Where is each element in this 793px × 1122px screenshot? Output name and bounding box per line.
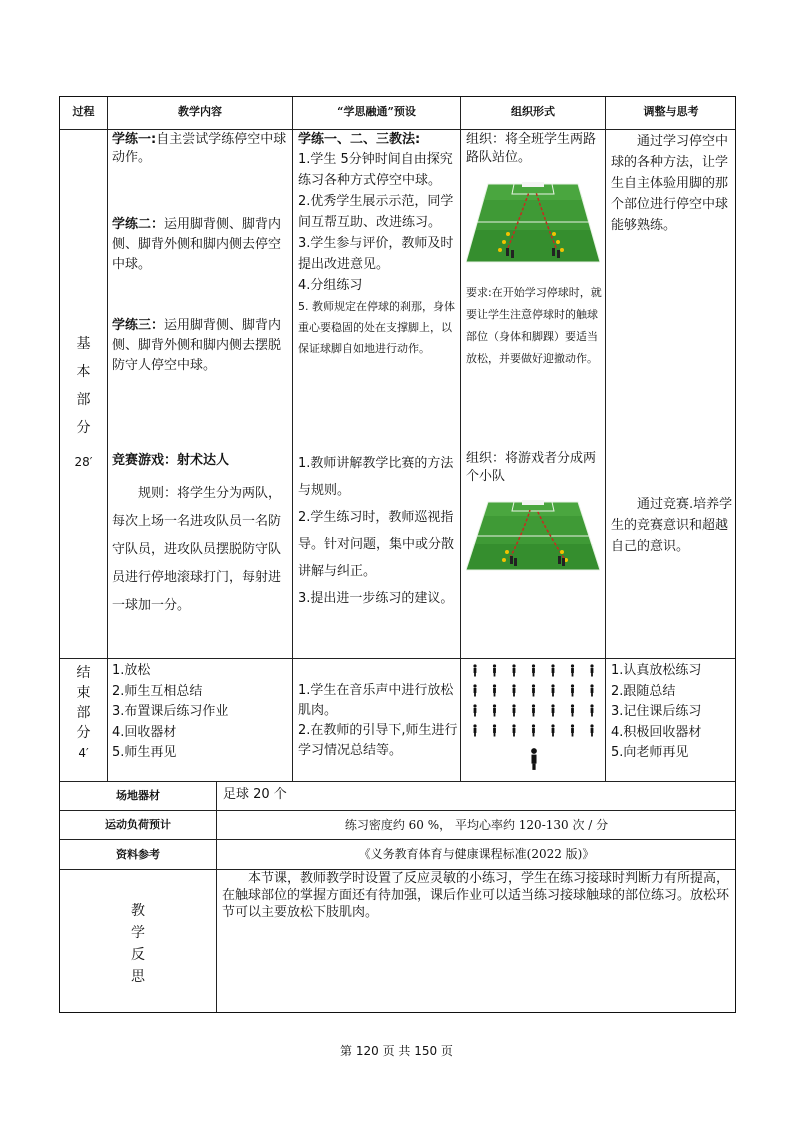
student-figure — [571, 684, 574, 696]
basic-label-char: 本 — [76, 364, 91, 380]
teacher-figure — [531, 748, 537, 770]
end-reflection-item: 4.积极回收器材 — [611, 724, 702, 740]
student-figure — [512, 704, 515, 716]
football-field-figure-2 — [466, 500, 600, 572]
end-content-item: 5.师生再见 — [112, 745, 177, 760]
basic-reflection-cell — [605, 129, 736, 658]
end-content-item: 4.回收器材 — [112, 724, 177, 740]
student-figure — [493, 684, 496, 696]
student-figure — [473, 684, 476, 696]
basic-duration: 28′ — [74, 455, 93, 469]
end-reflection-item: 3.记住课后练习 — [611, 704, 702, 719]
student-figure — [473, 664, 476, 676]
preset-item: 1.学生 5分钟时间自由探究练习各种方式停空中球。 — [298, 152, 453, 188]
student-figure — [493, 724, 496, 736]
practice2-title: 学练二： — [112, 217, 165, 232]
student-figure — [590, 664, 593, 676]
basic-organization-cell — [460, 129, 605, 658]
end-reflection-item: 1.认真放松练习 — [611, 663, 702, 678]
load-value: 练习密度约 60 %， 平均心率约 120-130 次 / 分 — [216, 810, 736, 839]
game-rules: 规则：将学生分为两队，每次上场一名进攻队员一名防守队员，进攻队员摆脱防守队员进行停地滚球打门，每射进一球加一分。 — [112, 486, 282, 613]
reflection-label-char: 反 — [131, 947, 145, 963]
football-field-figure-1 — [466, 182, 600, 264]
student-figure — [512, 664, 515, 676]
end-label-char: 束 — [76, 685, 91, 701]
student-figure — [473, 704, 476, 716]
header-organization: 组织形式 — [460, 96, 605, 129]
basic-section-label — [59, 129, 107, 658]
reflection-2: 通过竞赛.培养学生的竞赛意识和超越自己的意识。 — [611, 497, 733, 554]
end-reflection-item: 2.跟随总结 — [611, 683, 676, 699]
lesson-plan-table — [59, 96, 736, 1013]
end-preset-item: 1.学生在音乐声中进行放松肌肉。 — [298, 683, 454, 718]
teaching-reflection-cell — [216, 869, 736, 1013]
end-preset-cell — [292, 658, 460, 781]
student-figure — [571, 664, 574, 676]
student-figure — [571, 704, 574, 716]
basic-label-char: 分 — [76, 420, 91, 436]
org1-text: 组织：将全班学生两路路队站位。 — [466, 132, 597, 165]
game-preset-item: 3.提出进一步练习的建议。 — [298, 591, 454, 606]
load-label: 运动负荷预计 — [59, 810, 216, 839]
game-preset-item: 1.教师讲解教学比赛的方法与规则。 — [298, 456, 454, 498]
end-content-item: 3.布置课后练习作业 — [112, 704, 229, 719]
practice2-text: 运用脚背侧、脚背内侧、脚背外侧和脚内侧去停空中球。 — [112, 217, 282, 272]
student-figure — [532, 684, 535, 696]
basic-label-char: 基 — [76, 336, 91, 352]
end-label-char: 分 — [76, 725, 91, 741]
basic-label-char: 部 — [76, 392, 91, 408]
practice1-title: 学练一: — [112, 132, 157, 147]
student-figure — [512, 684, 515, 696]
goal — [522, 182, 544, 187]
student-figure — [590, 704, 593, 716]
end-content-item: 2.师生互相总结 — [112, 683, 203, 699]
preset-item: 3.学生参与评价，教师及时提出改进意见。 — [298, 236, 454, 272]
student-figure — [532, 664, 535, 676]
reference-value: 《义务教育体育与健康课程标准(2022 版)》 — [216, 839, 736, 869]
basic-preset-cell — [292, 129, 460, 658]
practice3-title: 学练三： — [112, 318, 165, 333]
reflection-label-char: 教 — [131, 903, 145, 919]
end-duration: 4′ — [78, 746, 89, 760]
student-figure — [551, 704, 554, 716]
reflection-label-char: 思 — [131, 969, 145, 985]
student-figure — [551, 664, 554, 676]
preset-item: 4.分组练习 — [298, 278, 363, 293]
preset-item: 2.优秀学生展示示范，同学间互帮互助、改进练习。 — [298, 194, 454, 230]
end-label-char: 部 — [76, 705, 91, 721]
header-adjustment: 调整与思考 — [605, 96, 736, 129]
student-figure — [512, 724, 515, 736]
student-figure — [571, 724, 574, 736]
game-title: 竞赛游戏：射术达人 — [112, 453, 230, 468]
teaching-reflection-label — [59, 869, 216, 1013]
student-figure — [532, 704, 535, 716]
header-teaching-content: 教学内容 — [107, 96, 292, 129]
end-label-char: 结 — [76, 665, 91, 681]
end-preset-item: 2.在教师的引导下,师生进行学习情况总结等。 — [298, 723, 458, 758]
student-figure — [493, 704, 496, 716]
student-figure — [551, 724, 554, 736]
student-figure — [551, 684, 554, 696]
student-figure — [590, 684, 593, 696]
header-process: 过程 — [59, 96, 107, 129]
teaching-reflection-text: 本节课，教师教学时设置了反应灵敏的小练习，学生在练习接球时判断力有所提高，在触球部位的掌握方面还有待加强，课后作业可以适当练习接球触球的部位练习。放松环节可以主要放松下肢肌肉。 — [222, 871, 730, 920]
preset-item: 5. 教师规定在停球的刹那，身体重心要稳固的处在支撑脚上，以保证球脚自如地进行动作。 — [298, 300, 455, 355]
header-preset: “学思融通”预设 — [292, 96, 460, 129]
goal — [522, 500, 544, 505]
game-preset-item: 2.学生练习时，教师巡视指导。针对问题，集中或分散讲解与纠正。 — [298, 510, 455, 579]
student-figure — [532, 724, 535, 736]
end-reflection-item: 5.向老师再见 — [611, 745, 689, 760]
student-figure — [473, 724, 476, 736]
org2-text: 组织：将游戏者分成两个小队 — [466, 451, 597, 484]
reflection-1: 通过学习停空中球的各种方法，让学生自主体验用脚的那个部位进行停空中球能够熟练。 — [611, 134, 729, 233]
end-reflection-cell — [605, 658, 736, 781]
student-formation-figure — [461, 659, 605, 781]
requirement-text: 要求:在开始学习停球时，就要让学生注意停球时的触球部位（身体和脚踝）要适当放松，并要做好迎撤动作。 — [466, 286, 602, 365]
preset-title: 学练一、二、三教法: — [298, 132, 421, 147]
practice3-text: 运用脚背侧、脚背内侧、脚背外侧和脚内侧去摆脱防守人停空中球。 — [112, 318, 282, 373]
student-figure — [493, 664, 496, 676]
end-organization-cell — [460, 658, 605, 781]
end-content-cell — [107, 658, 292, 781]
reflection-label-char: 学 — [131, 925, 145, 941]
venue-value: 足球 20 个 — [216, 781, 736, 810]
practice1-text: 自主尝试学练停空中球动作。 — [112, 132, 287, 165]
page-footer: 第 120 页 共 150 页 — [340, 1044, 453, 1058]
venue-label: 场地器材 — [59, 781, 216, 810]
student-figure — [590, 724, 593, 736]
end-content-item: 1.放松 — [112, 663, 151, 678]
end-section-label — [59, 658, 107, 781]
reference-label: 资料参考 — [59, 839, 216, 869]
basic-content-cell — [107, 129, 292, 658]
